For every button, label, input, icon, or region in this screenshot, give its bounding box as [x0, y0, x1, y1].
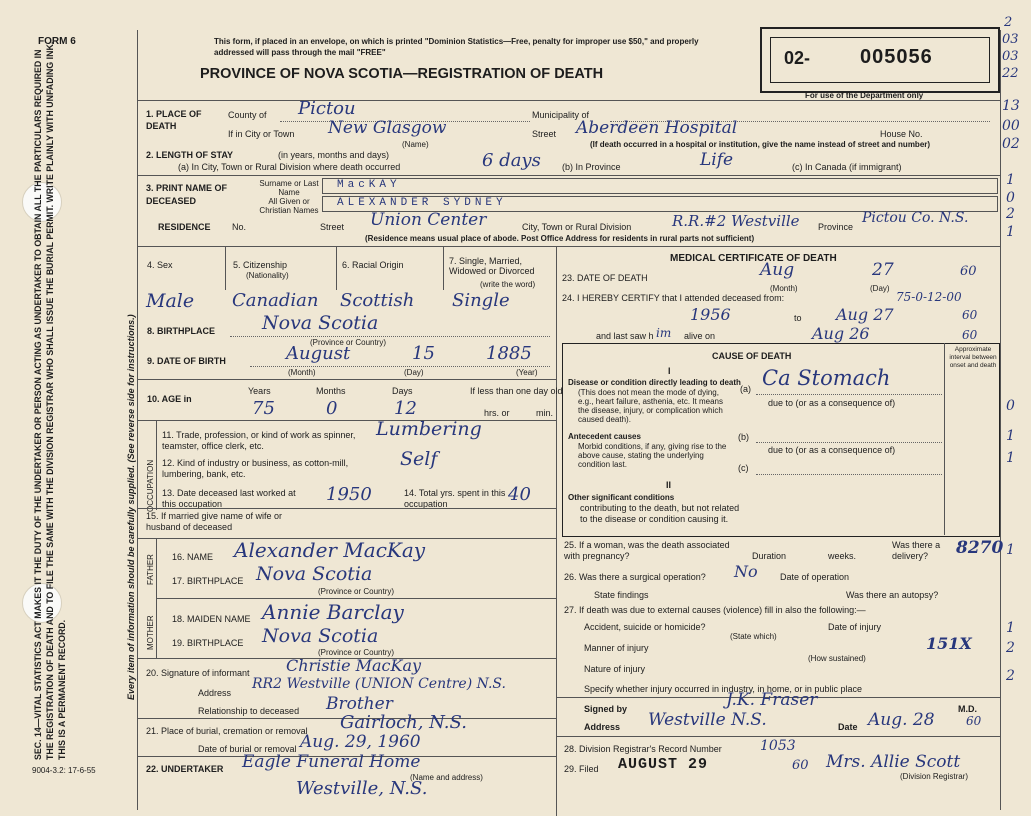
attended-from-value: 1956	[690, 305, 731, 324]
name-caption: (Name)	[402, 140, 429, 149]
last-saw-year-value: 60	[962, 328, 978, 342]
residence-no-label: No.	[232, 222, 247, 232]
last-saw-date-value: Aug 26	[812, 324, 870, 343]
form-number: FORM 6	[38, 36, 76, 47]
q29-label: 29. Filed	[564, 764, 599, 774]
residence-city-value: R.R.#2 Westville	[672, 212, 800, 230]
industry-label: 12. Kind of industry or business, as cotton-mill, lumbering, bank, etc.	[162, 458, 349, 479]
md-label: M.D.	[958, 704, 977, 714]
residence-street-label: Street	[320, 222, 345, 232]
age-label: 10. AGE in	[147, 394, 192, 404]
write-word-caption: (write the word)	[480, 280, 536, 289]
dotted-line	[756, 474, 942, 475]
burial-place-value: Gairloch, N.S.	[340, 712, 467, 733]
form-title: PROVINCE OF NOVA SCOTIA—REGISTRATION OF DEATH	[200, 66, 604, 82]
state-which-caption: (State which)	[730, 632, 777, 641]
center-divider	[556, 246, 557, 816]
part-i-label: I	[668, 366, 671, 376]
cause-c-prefix: (c)	[738, 463, 749, 473]
total-yrs-value: 40	[508, 484, 531, 505]
county-label: County of	[228, 110, 267, 120]
father-name-label: 16. NAME	[172, 552, 214, 562]
col-divider	[225, 246, 226, 290]
house-no-label: House No.	[880, 129, 923, 139]
attended-to-value: Aug 27	[836, 305, 894, 324]
undertaker-label: 22. UNDERTAKER	[146, 764, 224, 774]
right-code: 00	[1002, 118, 1020, 134]
mother-bp-value: Nova Scotia	[262, 625, 379, 647]
dob-month-value: August	[286, 343, 351, 364]
print-name-label: 3. PRINT NAME OF DECEASED	[146, 183, 228, 206]
certify-label: 24. I HEREBY CERTIFY that I attended deceased from:	[562, 293, 785, 303]
county-value: Pictou	[298, 98, 356, 119]
record-no-value: 1053	[760, 738, 796, 754]
marital-label: 7. Single, Married, Widowed or Divorced	[449, 256, 535, 276]
dotted-line	[230, 336, 550, 337]
reg-prefix: 02-	[784, 48, 811, 68]
burial-date-label: Date of burial or removal	[198, 744, 297, 754]
antecedent-note: Morbid conditions, if any, giving rise to the above cause, stating the underlying condition last.	[578, 442, 727, 469]
surname-label: Surname or Last Name	[259, 179, 319, 197]
divider	[138, 420, 556, 421]
less-than-day-label: If less than one day old	[470, 386, 563, 396]
last-saw-label: and last saw h	[596, 331, 654, 341]
right-code: 1	[1006, 542, 1015, 558]
residence-province-label: Province	[818, 222, 854, 232]
signed-by-value: J.K. Fraser	[726, 690, 818, 710]
month-caption: (Month)	[288, 368, 316, 377]
divider	[156, 598, 556, 599]
racial-origin-value: Scottish	[340, 290, 415, 311]
q26-label: 26. Was there a surgical operation?	[564, 572, 706, 582]
married-name-label: 15. If married give name of wife or husband of deceased	[146, 511, 283, 532]
father-bp-value: Nova Scotia	[256, 563, 373, 585]
due-to-label-b: due to (or as a consequence of)	[768, 445, 896, 455]
attended-year-value: 60	[962, 308, 978, 322]
right-code: 1	[1006, 224, 1015, 240]
father-name-value: Alexander MacKay	[234, 538, 426, 562]
mother-label: MOTHER	[146, 615, 155, 650]
antecedent-label: Antecedent causes	[568, 432, 641, 441]
other-significant-label: Other significant conditions	[568, 493, 675, 502]
given-names-label: All Given or Christian Names	[259, 197, 319, 215]
manner-code-value: 151X	[926, 634, 972, 653]
divider	[138, 246, 1000, 247]
total-yrs-label: 14. Total yrs. spent in this occupation	[404, 488, 506, 509]
alive-on-label: alive on	[684, 331, 716, 341]
q25-label: 25. If a woman, was the death associated with pregnancy?	[564, 540, 730, 561]
other-significant-note: contributing to the death, but not related to the disease or condition causing it.	[580, 503, 740, 524]
stay-b-label: (b) In Province	[562, 162, 621, 172]
print-code: 9004-3.2: 17-6-55	[32, 766, 96, 775]
to-label: to	[794, 313, 802, 323]
cause-a-value: Ca Stomach	[762, 366, 891, 390]
divider	[138, 100, 1000, 101]
right-code: 03	[1002, 49, 1019, 64]
death-month-value: Aug	[760, 260, 795, 280]
stay-b-value: Life	[700, 150, 734, 170]
cause-a-prefix: (a)	[740, 384, 751, 394]
right-code: 03	[1002, 32, 1019, 47]
length-of-stay-label: 2. LENGTH OF STAY	[146, 150, 234, 160]
date2-label: Date	[838, 722, 858, 732]
operation-value: No	[734, 562, 758, 581]
specify-label: Specify whether injury occurred in industry, in home, or in public place	[584, 684, 862, 694]
months-header: Months	[316, 386, 346, 396]
date2-year-value: 60	[966, 714, 982, 728]
age-years-value: 75	[252, 398, 275, 419]
right-code: 1	[1006, 428, 1015, 444]
date2-value: Aug. 28	[868, 710, 935, 730]
div-registrar-caption: (Division Registrar)	[900, 772, 969, 781]
residence-city-label: City, Town or Rural Division	[522, 222, 632, 232]
disease-note: (This does not mean the mode of dying, e.g., heart failure, asthenia, etc. It means the disease, injury, or complication which caused death).	[578, 388, 723, 424]
right-border	[1000, 30, 1001, 810]
stay-c-label: (c) In Canada (if immigrant)	[792, 162, 902, 172]
cause-b-prefix: (b)	[738, 432, 749, 442]
age-days-value: 12	[394, 398, 417, 419]
given-cell: ALEXANDER SYDNEY	[337, 197, 507, 209]
col-divider	[336, 246, 337, 290]
last-worked-value: 1950	[326, 484, 372, 505]
dotted-line	[250, 366, 550, 367]
disease-leading-label: Disease or condition directly leading to death	[568, 378, 741, 387]
due-to-label-a: due to (or as a consequence of)	[768, 398, 896, 408]
mother-prov-caption: (Province or Country)	[318, 648, 395, 657]
mail-notice: This form, if placed in an envelope, on which is printed "Dominion Statistics—Free, penalty for improper use $50," and properly addressed will pass through the mail "FREE"	[214, 37, 699, 57]
birthplace-label: 8. BIRTHPLACE	[147, 326, 216, 336]
interval-code-value: 75-0-12-00	[896, 290, 962, 304]
delivery-code-value: 8270	[956, 538, 1004, 558]
last-saw-suffix-value: im	[656, 326, 672, 340]
reg-number: 005056	[860, 46, 933, 68]
death-year-value: 60	[960, 264, 977, 279]
right-code: 13	[1002, 98, 1020, 114]
days-header: Days	[392, 386, 413, 396]
sex-label: 4. Sex	[147, 260, 173, 270]
part-ii-label: II	[666, 480, 672, 490]
hrs-label: hrs. or	[484, 408, 510, 418]
name-address-caption: (Name and address)	[410, 773, 483, 782]
informant-value: Christie MacKay	[286, 656, 422, 675]
stay-a-label: (a) In City, Town or Rural Division where death occurred	[178, 162, 401, 172]
dob-label: 9. DATE OF BIRTH	[147, 356, 226, 366]
right-code: 2	[1006, 668, 1015, 684]
racial-origin-label: 6. Racial Origin	[342, 260, 404, 270]
informant-label: 20. Signature of informant	[146, 668, 250, 678]
trade-value: Lumbering	[376, 418, 482, 440]
city-town-label: If in City or Town	[228, 129, 295, 139]
col-divider	[156, 420, 157, 510]
prov-country-caption: (Province or Country)	[310, 338, 387, 347]
sex-value: Male	[146, 290, 195, 312]
citizenship-label: 5. Citizenship	[233, 260, 288, 270]
industry-value: Self	[400, 448, 438, 470]
registrar-signature: Mrs. Allie Scott	[826, 752, 961, 772]
relationship-value: Brother	[326, 694, 393, 714]
stay-a-value: 6 days	[482, 150, 541, 171]
hospital-note: (If death occurred in a hospital or institution, give the name instead of street and number)	[590, 140, 931, 149]
state-findings-label: State findings	[594, 590, 649, 600]
dotted-line	[756, 442, 942, 443]
surname-cell: MacKAY	[337, 179, 401, 191]
place-of-death-label: 1. PLACE OF DEATH	[146, 109, 202, 131]
street-value: Aberdeen Hospital	[576, 118, 738, 138]
mother-maiden-label: 18. MAIDEN NAME	[172, 614, 251, 624]
dotted-line	[756, 394, 942, 395]
manner-label: Manner of injury	[584, 643, 649, 653]
date-of-death-label: 23. DATE OF DEATH	[562, 273, 648, 283]
surname-boxes	[322, 178, 998, 194]
min-label: min.	[536, 408, 554, 418]
right-code: 2	[1006, 640, 1015, 656]
year-caption: (Year)	[516, 368, 538, 377]
birthplace-value: Nova Scotia	[262, 312, 379, 334]
years-header: Years	[248, 386, 271, 396]
street-label: Street	[532, 129, 557, 139]
dob-day-value: 15	[412, 343, 435, 364]
date-injury-label: Date of injury	[828, 622, 882, 632]
divider	[138, 175, 1000, 176]
death-day-value: 27	[872, 260, 894, 280]
divider	[556, 736, 1000, 737]
right-code: 0	[1006, 398, 1015, 414]
filed-date-value: AUGUST 29	[618, 756, 709, 773]
day-caption: (Day)	[404, 368, 424, 377]
mother-bp-label: 19. BIRTHPLACE	[172, 638, 244, 648]
undertaker-address-value: Westville, N.S.	[296, 778, 428, 799]
delivery-label: Was there a delivery?	[892, 540, 941, 561]
mother-maiden-value: Annie Barclay	[262, 600, 404, 624]
date-operation-label: Date of operation	[780, 572, 850, 582]
autopsy-label: Was there an autopsy?	[846, 590, 939, 600]
death-month-caption: (Month)	[770, 284, 798, 293]
dob-year-value: 1885	[486, 343, 532, 364]
right-code: 02	[1002, 136, 1020, 152]
occupation-label: OCCUPATION	[146, 459, 155, 512]
col-divider	[443, 246, 444, 290]
filed-year-value: 60	[792, 758, 809, 773]
weeks-label: weeks.	[828, 551, 857, 561]
medical-certificate-title: MEDICAL CERTIFICATE OF DEATH	[670, 253, 837, 264]
burial-date-value: Aug. 29, 1960	[300, 732, 421, 752]
residence-street-value: Union Center	[370, 210, 487, 230]
citizenship-value: Canadian	[232, 290, 319, 311]
divider	[138, 508, 556, 509]
city-town-value: New Glasgow	[328, 118, 447, 138]
death-day-caption: (Day)	[870, 284, 890, 293]
margin-notice: SEC. 14—VITAL STATISTICS ACT MAKES IT THE DUTY OF THE UNDERTAKER OR PERSON ACTING AS UNDERTAKER TO OBTAIN ALL THE PARTICULARS REQUIRED IN THE REGISTRATION OF DEATH AND TO FILE THE SAME WITH THE DIVISION REGISTRAR WHO SHALL ISSUE THE BURIAL PERMIT. WRITE PLAINLY WITH UNFADING INK. THIS IS A PERMANENT RECORD.	[33, 41, 67, 760]
father-prov-caption: (Province or Country)	[318, 587, 395, 596]
undertaker-value: Eagle Funeral Home	[242, 752, 421, 772]
right-code: 22	[1002, 66, 1019, 81]
how-sustained-caption: (How sustained)	[808, 654, 866, 663]
stay-units: (in years, months and days)	[278, 150, 390, 160]
duration-label: Duration	[752, 551, 787, 561]
interval-col-divider	[944, 343, 945, 535]
signed-by-label: Signed by	[584, 704, 628, 714]
address2-value: Westville N.S.	[648, 710, 767, 730]
cause-of-death-title: CAUSE OF DEATH	[712, 351, 792, 361]
q27-label: 27. If death was due to external causes (violence) fill in also the following:—	[564, 605, 866, 615]
accident-label: Accident, suicide or homicide?	[584, 622, 706, 632]
burial-label: 21. Place of burial, cremation or removal	[146, 726, 308, 736]
right-code: 1	[1006, 172, 1015, 188]
right-code: 2	[1006, 206, 1015, 222]
dept-use-note: For use of the Department only	[805, 91, 924, 100]
father-bp-label: 17. BIRTHPLACE	[172, 576, 244, 586]
registration-number-box	[760, 27, 1000, 93]
father-label: FATHER	[146, 554, 155, 585]
age-months-value: 0	[326, 398, 338, 419]
right-code: 1	[1006, 620, 1015, 636]
right-code: 1	[1006, 450, 1015, 466]
residence-label: RESIDENCE	[158, 222, 211, 232]
address2-label: Address	[584, 722, 621, 732]
marital-value: Single	[452, 290, 510, 311]
interval-header: Approximate interval between onset and death	[949, 346, 997, 369]
informant-address-value: RR2 Westville (UNION Centre) N.S.	[252, 676, 506, 692]
relationship-label: Relationship to deceased	[198, 706, 300, 716]
municipality-label: Municipality of	[532, 110, 590, 120]
nationality-caption: (Nationality)	[246, 271, 289, 280]
trade-label: 11. Trade, profession, or kind of work as spinner, teamster, office clerk, etc.	[162, 430, 356, 451]
right-code: 0	[1006, 190, 1015, 206]
divider	[138, 379, 556, 380]
nature-label: Nature of injury	[584, 664, 646, 674]
right-code: 2	[1004, 15, 1013, 30]
address-label: Address	[198, 688, 232, 698]
residence-note: (Residence means usual place of abode. Post Office Address for residents in rural parts not sufficient)	[365, 234, 755, 243]
residence-province-value: Pictou Co. N.S.	[862, 210, 969, 226]
margin-italic-note: Every item of information should be carefully supplied. (See reverse side for instructions.)	[126, 314, 136, 700]
last-worked-label: 13. Date deceased last worked at this occupation	[162, 488, 296, 509]
q28-label: 28. Division Registrar's Record Number	[564, 744, 722, 754]
